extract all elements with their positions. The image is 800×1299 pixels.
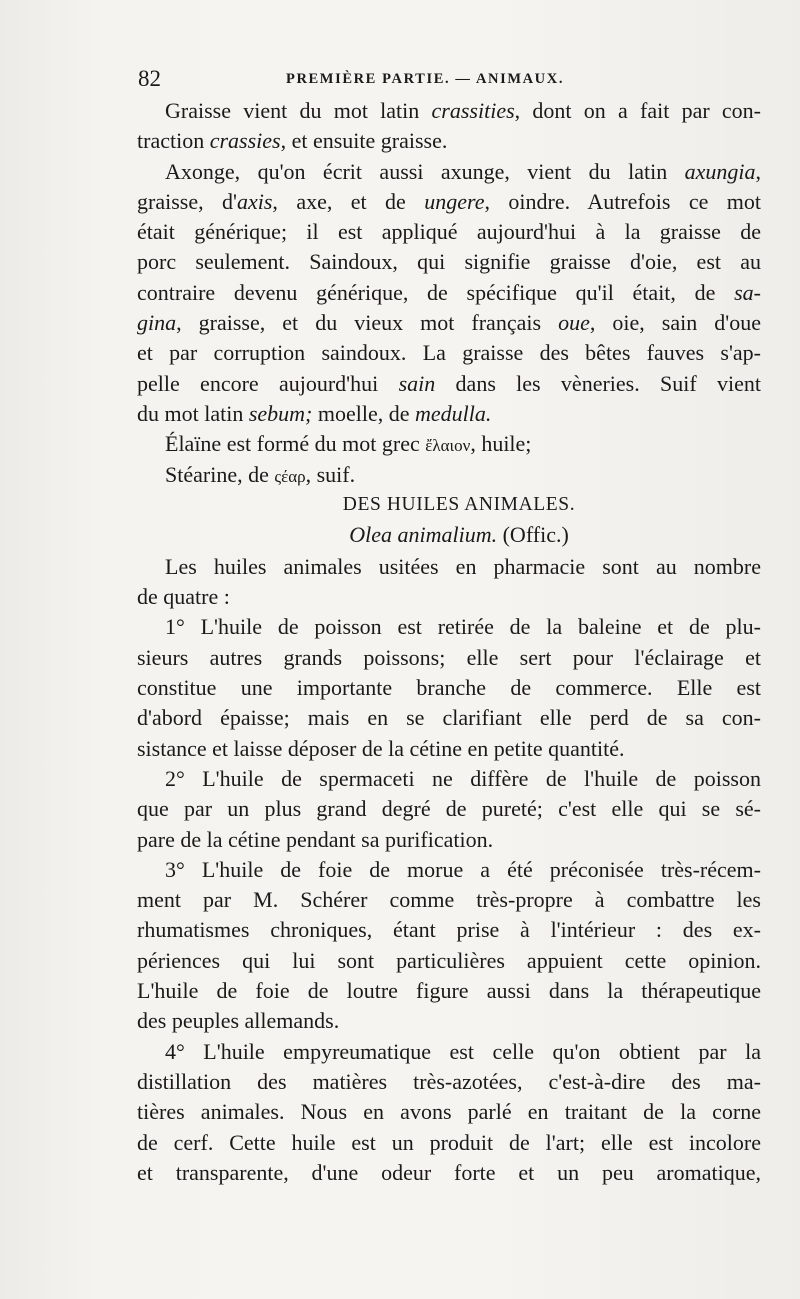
text-line: de cerf. Cette huile est un produit de l'art; elle est incolore <box>137 1129 761 1155</box>
running-head: PREMIÈRE PARTIE. — ANIMAUX. <box>286 71 565 87</box>
text-line: rhumatismes chroniques, étant prise à l'intérieur : des ex- <box>137 917 761 943</box>
text-line: contraire devenu générique, de spécifique qu'il était, de sa- <box>137 279 761 305</box>
text-line: 4° L'huile empyreumatique est celle qu'on obtient par la <box>165 1038 761 1064</box>
text-line: sistance et laisse déposer de la cétine en petite quantité. <box>137 735 625 761</box>
section-title: DES HUILES ANIMALES. <box>342 493 576 515</box>
text-line: du mot latin sebum; moelle, de medulla. <box>137 400 492 426</box>
text-line: 1° L'huile de poisson est retirée de la baleine et de plu- <box>165 614 761 640</box>
text-line: sieurs autres grands poissons; elle sert pour l'éclairage et <box>137 644 761 670</box>
text-line: pelle encore aujourd'hui sain dans les vèneries. Suif vient <box>137 370 761 396</box>
text-line: 3° L'huile de foie de morue a été préconisée très-récem- <box>165 856 761 882</box>
text-line: graisse, d'axis, axe, et de ungere, oindre. Autrefois ce mot <box>137 188 761 214</box>
text-line: pare de la cétine pendant sa purification. <box>137 826 494 852</box>
page-number: 82 <box>138 66 161 91</box>
text-line: que par un plus grand degré de pureté; c'est elle qui se sé- <box>137 796 761 822</box>
page-body <box>137 96 761 1188</box>
text-line: tières animales. Nous en avons parlé en traitant de la corne <box>137 1099 761 1125</box>
text-line: était générique; il est appliqué aujourd'hui à la graisse de <box>137 219 761 245</box>
text-line: ment par M. Schérer comme très-propre à combattre les <box>137 887 761 913</box>
text-line: Les huiles animales usitées en pharmacie sont au nombre <box>165 553 761 579</box>
text-line: porc seulement. Saindoux, qui signifie graisse d'oie, est au <box>137 249 761 275</box>
text-line: Axonge, qu'on écrit aussi axunge, vient du latin axungia, <box>165 158 761 184</box>
text-line: des peuples allemands. <box>137 1008 340 1034</box>
text-line: 2° L'huile de spermaceti ne diffère de l'huile de poisson <box>165 765 761 791</box>
text-line: traction crassies, et ensuite graisse. <box>137 128 448 154</box>
text-line: Graisse vient du mot latin crassities, dont on a fait par con- <box>165 98 762 123</box>
page-header <box>138 66 758 92</box>
text-line: L'huile de foie de loutre figure aussi dans la thérapeutique <box>137 978 761 1004</box>
text-line: gina, graisse, et du vieux mot français oue, oie, sain d'oue <box>137 310 761 336</box>
text-line: et par corruption saindoux. La graisse des bêtes fauves s'ap- <box>137 340 761 366</box>
text-line: et transparente, d'une odeur forte et un peu aromatique, <box>137 1159 761 1185</box>
section-subtitle: Olea animalium. (Offic.) <box>349 521 569 547</box>
text-line: périences qui lui sont particulières appuient cette opinion. <box>137 947 761 973</box>
text-line: constitue une importante branche de commerce. Elle est <box>137 675 761 701</box>
text-line: d'abord épaisse; mais en se clarifiant elle perd de sa con- <box>137 705 761 731</box>
text-line: de quatre : <box>137 584 230 610</box>
text-line: distillation des matières très-azotées, c'est-à-dire des ma- <box>137 1068 761 1094</box>
text-line: Stéarine, de ςέαρ, suif. <box>165 461 356 487</box>
text-line: Élaïne est formé du mot grec ἔλαιον, huile; <box>165 431 532 457</box>
